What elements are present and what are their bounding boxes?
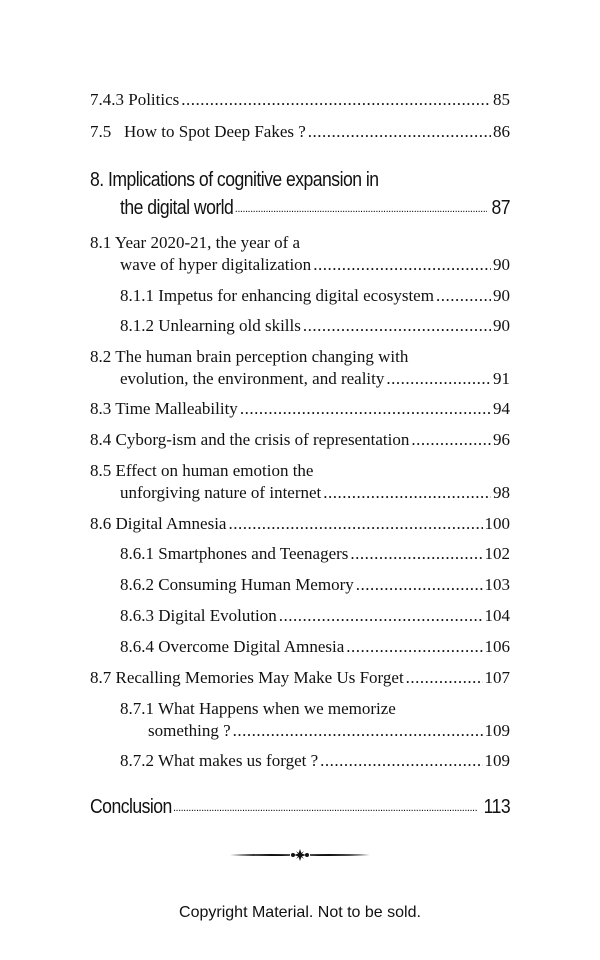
toc-page-number: 86: [493, 122, 510, 141]
toc-entry-8-1-1: [120, 286, 510, 306]
toc-entry-label: 8.1.1 Impetus for enhancing digital ecosystem: [120, 286, 434, 305]
chapter-8-page-number: 87: [491, 197, 510, 219]
toc-page-number: 100: [484, 514, 510, 533]
toc-entry-label: wave of hyper digitalization: [120, 255, 312, 274]
conclusion-label: Conclusion: [90, 796, 172, 818]
toc-entry-8-7-1-line1: 8.7.1 What Happens when we memorize: [120, 699, 396, 718]
toc-page-number: 91: [493, 369, 510, 388]
leader-dots: [323, 483, 491, 503]
toc-entry-8-4: [90, 430, 510, 450]
leader-dots: [235, 201, 487, 217]
leader-dots: [320, 751, 482, 771]
toc-page-number: 107: [484, 668, 510, 687]
toc-page-number: 102: [484, 544, 510, 563]
toc-entry-label: 8.6.3 Digital Evolution: [120, 606, 277, 625]
leader-dots: [313, 255, 491, 275]
toc-page-number: 98: [493, 483, 510, 502]
leader-dots: [386, 369, 491, 389]
chapter-8-title-line2: [120, 196, 510, 220]
toc-entry-8-6-4: [120, 637, 510, 657]
toc-entry-8-2-line1: 8.2 The human brain perception changing with: [90, 347, 409, 366]
conclusion-page-number: 113: [483, 796, 510, 818]
toc-entry-7-4-3: [90, 90, 510, 110]
toc-entry-label: 8.6.4 Overcome Digital Amnesia: [120, 637, 345, 656]
toc-page-number: 104: [484, 606, 510, 625]
toc-entry-8-2: [120, 369, 510, 389]
toc-entry-label: 8.1.2 Unlearning old skills: [120, 316, 301, 335]
toc-page-number: 90: [493, 316, 510, 335]
decorative-divider-icon: [228, 846, 372, 864]
leader-dots: [436, 286, 491, 306]
toc-page-number: 90: [493, 286, 510, 305]
toc-page-number: 109: [484, 751, 510, 770]
toc-entry-label: 8.7 Recalling Memories May Make Us Forget: [90, 668, 404, 687]
toc-entry-label: evolution, the environment, and reality: [120, 369, 385, 388]
copyright-notice: Copyright Material. Not to be sold.: [179, 904, 421, 921]
toc-entry-8-6-3: [120, 606, 510, 626]
toc-page-number: 109: [484, 721, 510, 740]
toc-entry-label: 7.4.3 Politics: [90, 90, 180, 109]
toc-entry-8-3: [90, 399, 510, 419]
toc-entry-label: 8.7.2 What makes us forget ?: [120, 751, 319, 770]
leader-dots: [406, 668, 483, 688]
toc-entry-label: unforgiving nature of internet: [120, 483, 322, 502]
toc-entry-8-7: [90, 668, 510, 688]
leader-dots: [308, 122, 491, 142]
toc-entry-8-6: [90, 514, 510, 534]
toc-page-number: 85: [493, 90, 510, 109]
leader-dots: [303, 316, 491, 336]
toc-page-number: 94: [493, 399, 510, 418]
toc-page-number: 106: [484, 637, 510, 656]
toc-entry-8-6-1: [120, 544, 510, 564]
toc-entry-label: 8.6.1 Smartphones and Teenagers: [120, 544, 349, 563]
leader-dots: [240, 399, 491, 419]
chapter-8-title-line1: 8. Implications of cognitive expansion in: [90, 169, 379, 191]
toc-entry-label: 8.4 Cyborg-ism and the crisis of representation: [90, 430, 410, 449]
toc-entry-8-5-line1: 8.5 Effect on human emotion the: [90, 461, 314, 480]
toc-page-number: 96: [493, 430, 510, 449]
toc-entry-8-1-line1: 8.1 Year 2020-21, the year of a: [90, 233, 301, 252]
toc-entry-8-1-2: [120, 316, 510, 336]
toc-entry-label: 8.6.2 Consuming Human Memory: [120, 575, 354, 594]
toc-entry-7-5: [90, 122, 510, 142]
toc-entry-8-6-2: [120, 575, 510, 595]
leader-dots: [233, 721, 483, 741]
toc-entry-label: 8.3 Time Malleability: [90, 399, 238, 418]
leader-dots: [350, 544, 482, 564]
toc-entry-label: something ?: [148, 721, 231, 740]
toc-entry-conclusion: [90, 795, 510, 819]
toc-entry-label: 7.5 How to Spot Deep Fakes ?: [90, 122, 306, 141]
leader-dots: [356, 575, 483, 595]
leader-dots: [411, 430, 491, 450]
leader-dots: [228, 514, 482, 534]
toc-entry-8-7-2: [120, 751, 510, 771]
leader-dots: [279, 606, 483, 626]
toc-entry-label: 8.6 Digital Amnesia: [90, 514, 227, 533]
leader-dots: [181, 90, 491, 110]
toc-page-number: 90: [493, 255, 510, 274]
chapter-8-title-text: the digital world: [120, 197, 234, 219]
toc-page-number: 103: [484, 575, 510, 594]
toc-entry-8-1: [120, 255, 510, 275]
toc-entry-8-7-1: [148, 721, 510, 741]
leader-dots: [173, 800, 478, 816]
toc-entry-8-5: [120, 483, 510, 503]
leader-dots: [346, 637, 482, 657]
